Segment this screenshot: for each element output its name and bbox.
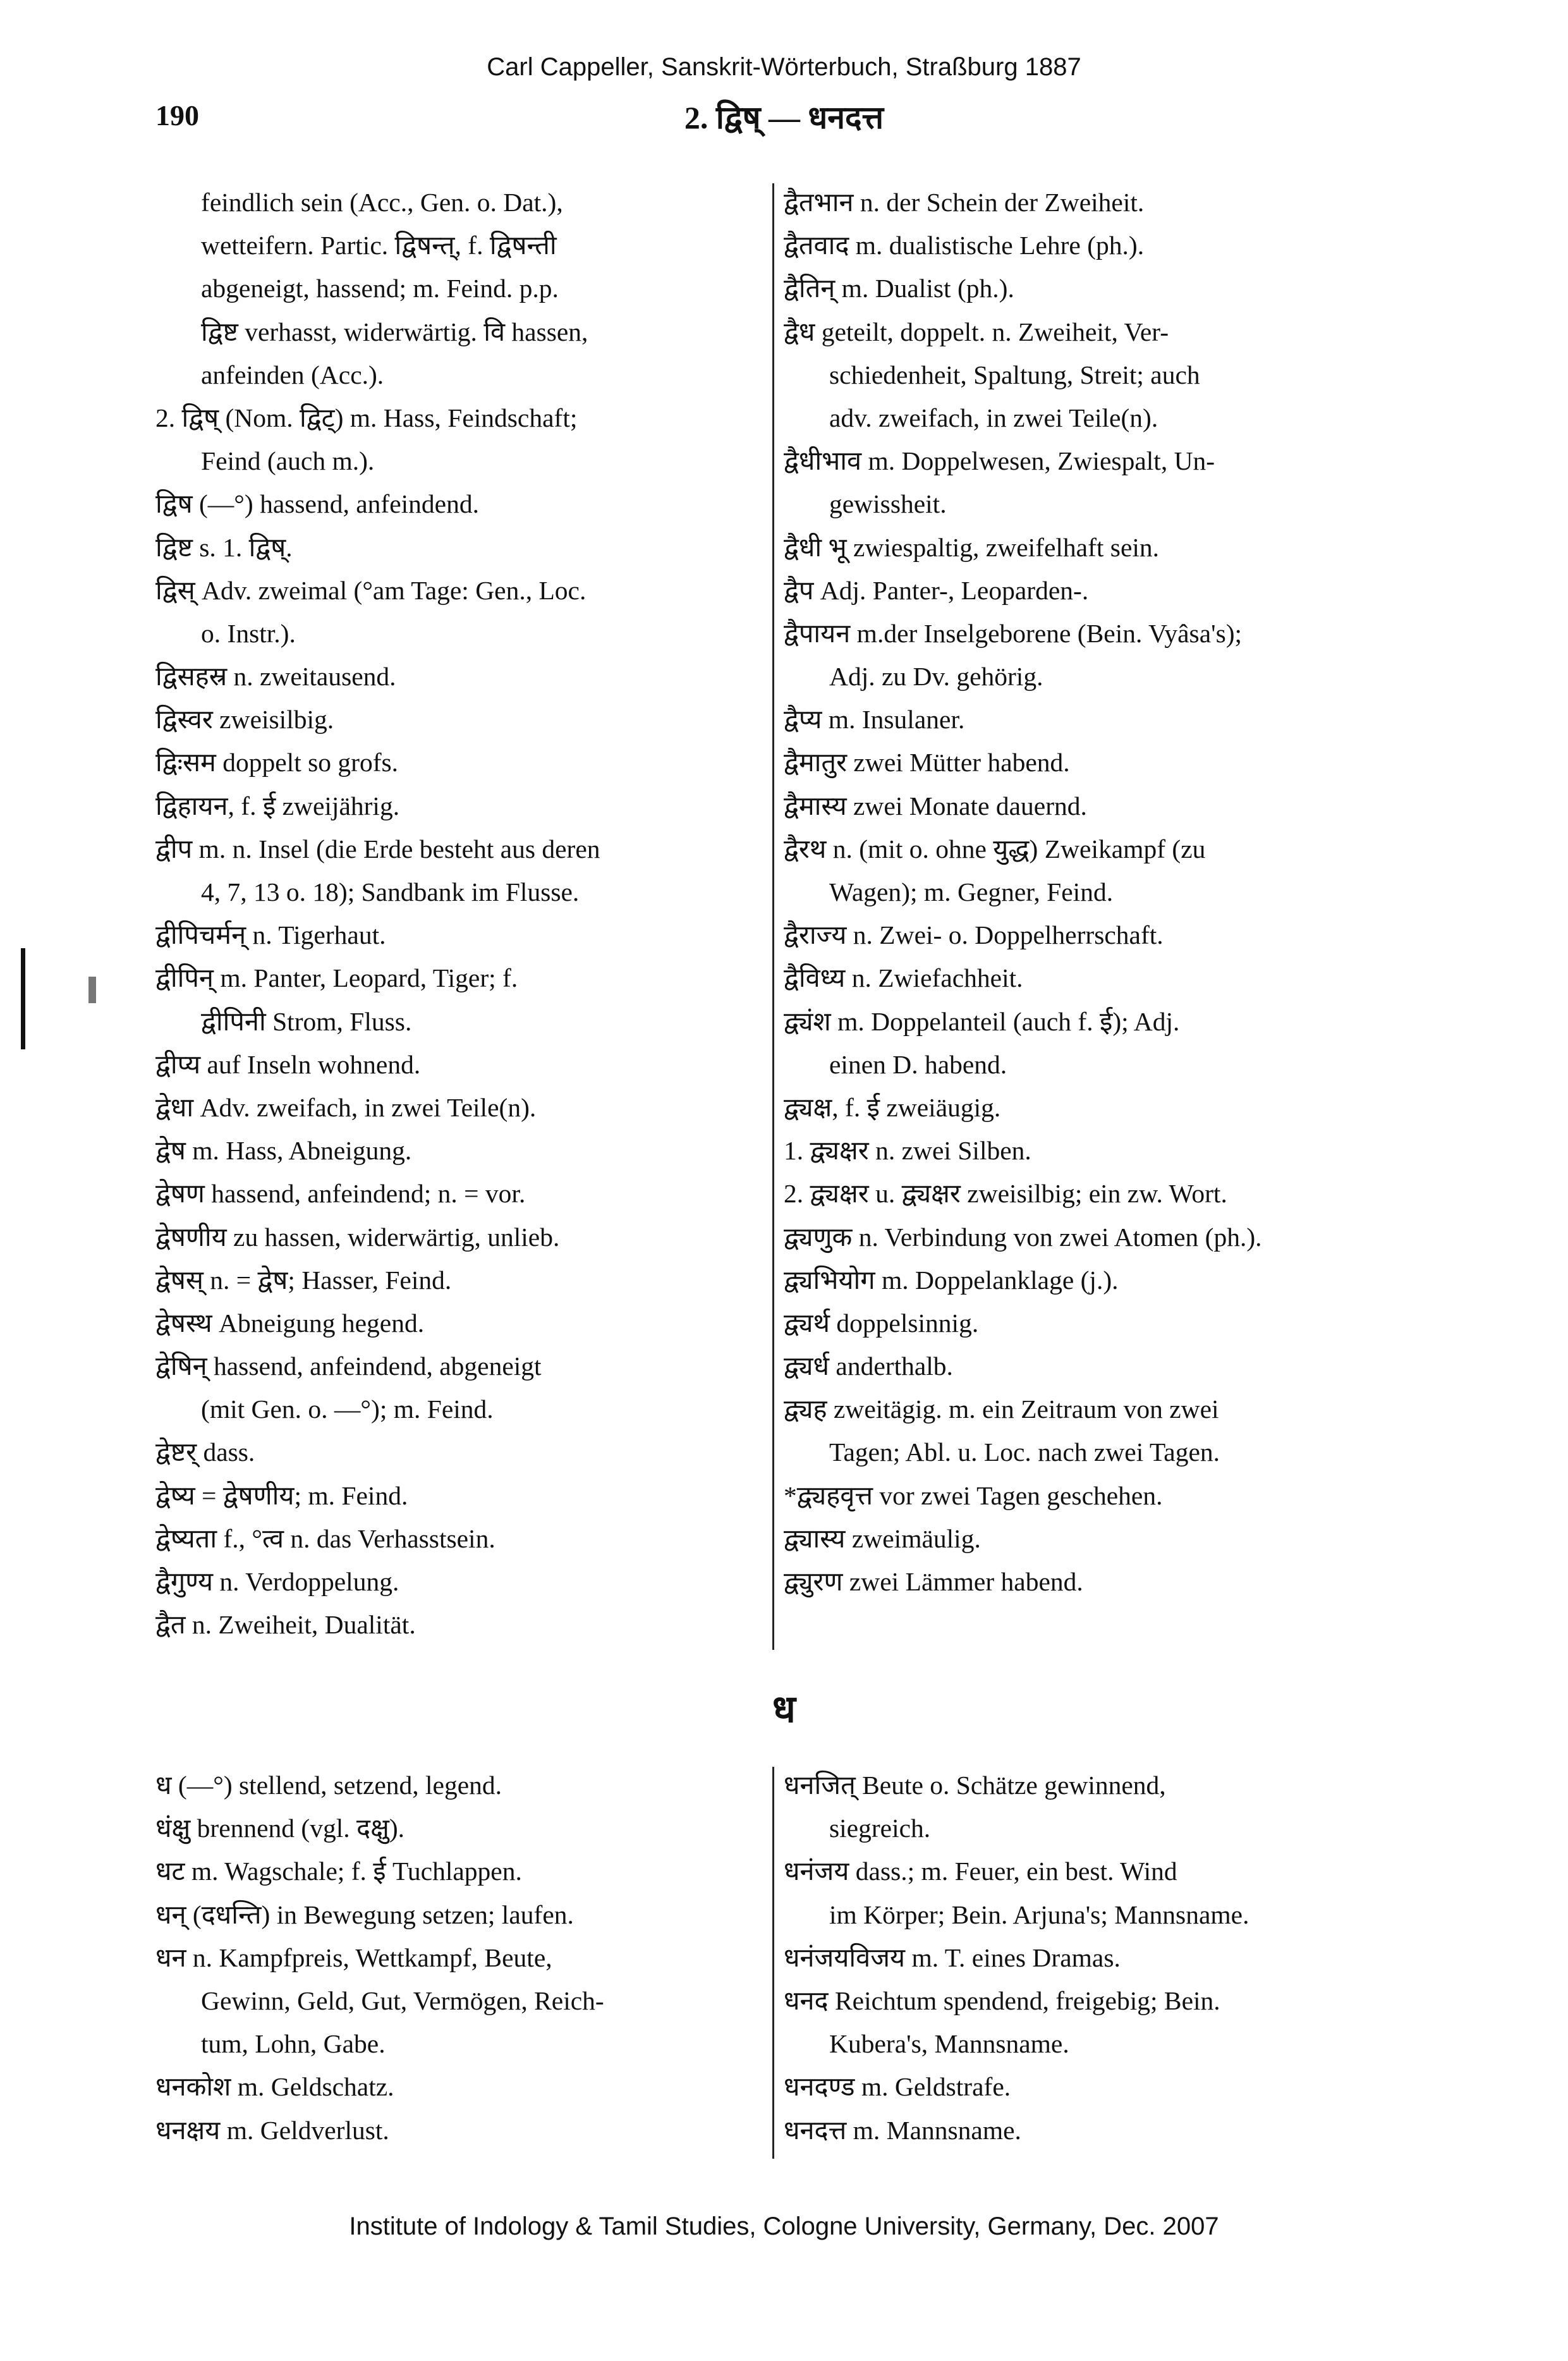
dictionary-line: द्विस् Adv. zweimal (°am Tage: Gen., Loc. [155,575,586,605]
dictionary-line: द्वेषस् n. = द्वेष; Hasser, Feind. [155,1265,452,1295]
dictionary-line: gewissheit. [829,489,947,519]
dictionary-line: द्वेषणीय zu hassen, widerwärtig, unlieb. [155,1222,560,1252]
dictionary-line: द्वैधीभाव m. Doppelwesen, Zwiespalt, Un- [784,446,1215,476]
dictionary-line: द्विष्ट s. 1. द्विष्. [155,532,293,562]
dictionary-line: द्व्यर्ध anderthalb. [784,1351,953,1381]
dictionary-line: द्विःसम doppelt so grofs. [155,748,399,778]
dictionary-line: द्वेष्यता f., °त्व n. das Verhasstsein. [155,1523,495,1553]
dictionary-line: द्वैधी भू zwiespaltig, zweifelhaft sein. [784,532,1160,562]
dictionary-line: द्व्युरण zwei Lämmer habend. [784,1567,1083,1596]
margin-scan-mark [21,948,25,1049]
dictionary-line: Kubera's, Mannsname. [829,2029,1069,2059]
dictionary-line: द्वैतवाद m. dualistische Lehre (ph.). [784,231,1145,260]
dictionary-line: o. Instr.). [201,618,296,648]
column-upper-left [155,181,766,1646]
dictionary-line: धनदत्त m. Mannsname. [784,2115,1021,2145]
dictionary-line: द्विस्वर zweisilbig. [155,705,334,735]
dictionary-line: द्विसहस्र n. zweitausend. [155,662,396,692]
section-letter: ध [772,1688,796,1730]
dictionary-line: adv. zweifach, in zwei Teile(n). [829,403,1158,432]
dictionary-line: द्वीपिनी Strom, Fluss. [201,1006,412,1036]
dictionary-line: द्वैप Adj. Panter-, Leoparden-. [784,575,1089,605]
dictionary-line: द्विहायन, f. ई zweijährig. [155,791,400,821]
dictionary-line: द्वैविध्य n. Zwiefachheit. [784,963,1023,993]
dictionary-line: द्वेषिन् hassend, anfeindend, abgeneigt [155,1351,542,1381]
dictionary-line: Gewinn, Geld, Gut, Vermögen, Reich- [201,1986,604,2015]
dictionary-line: द्वैत n. Zweiheit, Dualität. [155,1610,416,1640]
dictionary-line: tum, Lohn, Gabe. [201,2029,386,2059]
dictionary-line: द्वेष्य = द्वेषणीय; m. Feind. [155,1480,408,1510]
dictionary-line: धट m. Wagschale; f. ई Tuchlappen. [155,1857,522,1886]
dictionary-line: *द्व्यहवृत्त vor zwei Tagen geschehen. [784,1480,1163,1510]
dictionary-line: द्विष्ट verhasst, widerwärtig. वि hassen, [201,317,588,346]
dictionary-line: धनजित् Beute o. Schätze gewinnend, [784,1771,1166,1800]
dictionary-line: धंक्षु brennend (vgl. दक्षु). [155,1814,405,1843]
dictionary-line: द्वैतभान n. der Schein der Zweiheit. [784,188,1145,217]
dictionary-line: द्वैराज्य n. Zwei- o. Doppelherrschaft. [784,920,1164,950]
dictionary-line: Feind (auch m.). [201,446,375,476]
column-lower-right [784,1764,1416,2152]
dictionary-line: द्व्यक्ष, f. ई zweiäugig. [784,1092,1001,1122]
dictionary-line: द्वीप m. n. Insel (die Erde besteht aus deren [155,834,600,863]
dictionary-line: द्वीप्य auf Inseln wohnend. [155,1049,421,1079]
dictionary-line: धन n. Kampfpreis, Wettkampf, Beute, [155,1943,552,1972]
column-divider-upper [772,183,774,1650]
dictionary-line: abgeneigt, hassend; m. Feind. p.p. [201,274,559,303]
dictionary-line: द्वेषण hassend, anfeindend; n. = vor. [155,1179,526,1209]
dictionary-line: धनंजय dass.; m. Feuer, ein best. Wind [784,1857,1177,1886]
dictionary-line: siegreich. [829,1814,931,1843]
dictionary-line: anfeinden (Acc.). [201,360,384,389]
dictionary-line: द्वीपिचर्मन् n. Tigerhaut. [155,920,386,950]
dictionary-line: द्व्यर्थ doppelsinnig. [784,1308,979,1338]
dictionary-line: द्वेष m. Hass, Abneigung. [155,1136,412,1166]
dictionary-line: द्वेधा Adv. zweifach, in zwei Teile(n). [155,1092,537,1122]
dictionary-line: Wagen); m. Gegner, Feind. [829,877,1114,906]
dictionary-line: द्व्यंश m. Doppelanteil (auch f. ई); Adj. [784,1006,1180,1036]
dictionary-line: द्वैध geteilt, doppelt. n. Zweiheit, Ver- [784,317,1169,346]
dictionary-line: द्वैमातुर zwei Mütter habend. [784,748,1070,778]
dictionary-line: schiedenheit, Spaltung, Streit; auch [829,360,1200,389]
institute-credit: Institute of Indology & Tamil Studies, Cologne University, Germany, Dec. 2007 [349,2212,1219,2240]
dictionary-line: द्वेषस्थ Abneigung hegend. [155,1308,425,1338]
dictionary-line: wetteifern. Partic. द्विषन्त्, f. द्विषन्ती [201,231,557,260]
dictionary-line: द्वैगुण्य n. Verdoppelung. [155,1567,399,1596]
dictionary-line: 4, 7, 13 o. 18); Sandbank im Flusse. [201,877,580,906]
dictionary-line: einen D. habend. [829,1049,1007,1079]
dictionary-line: धनकोश m. Geldschatz. [155,2072,394,2102]
column-lower-left [155,1764,766,2152]
digitization-credit: Carl Cappeller, Sanskrit-Wörterbuch, Straßburg 1887 [487,53,1081,81]
dictionary-line: धनक्षय m. Geldverlust. [155,2115,389,2145]
dictionary-line: द्विष (—°) hassend, anfeindend. [155,489,479,519]
column-upper-right [784,181,1416,1603]
dictionary-line: ध (—°) stellend, setzend, legend. [155,1771,502,1800]
dictionary-line: द्वीपिन् m. Panter, Leopard, Tiger; f. [155,963,518,993]
dictionary-line: धनदण्ड m. Geldstrafe. [784,2072,1011,2102]
column-divider-lower [772,1767,774,2159]
dictionary-line: द्वैपायन m.der Inselgeborene (Bein. Vyâsa's); [784,618,1243,648]
dictionary-line: 2. द्विष् (Nom. द्विट्) m. Hass, Feindschaft; [155,403,578,432]
dictionary-line: द्व्यह zweitägig. m. ein Zeitraum von zwei [784,1394,1219,1424]
dictionary-line: im Körper; Bein. Arjuna's; Mannsname. [829,1900,1249,1929]
dictionary-line: धनंजयविजय m. T. eines Dramas. [784,1943,1121,1972]
dictionary-line: द्वैमास्य zwei Monate dauernd. [784,791,1087,821]
dictionary-line: धनद Reichtum spendend, freigebig; Bein. [784,1986,1220,2015]
dictionary-line: द्वैरथ n. (mit o. ohne युद्ध) Zweikampf (zu [784,834,1206,863]
dictionary-line: द्व्यभियोग m. Doppelanklage (j.). [784,1265,1119,1295]
dictionary-line: धन् (दधन्ति) in Bewegung setzen; laufen. [155,1900,574,1929]
dictionary-line: द्वैतिन् m. Dualist (ph.). [784,274,1014,303]
dictionary-line: द्वैप्य m. Insulaner. [784,705,965,735]
running-head: 2. द्विष् — धनदत्त [684,100,884,135]
dictionary-line: Adj. zu Dv. gehörig. [829,662,1043,692]
dictionary-line: 2. द्व्यक्षर u. द्व्यक्षर zweisilbig; ein zw. Wort. [784,1179,1227,1209]
dictionary-line: द्व्यास्य zweimäulig. [784,1523,981,1553]
dictionary-line: Tagen; Abl. u. Loc. nach zwei Tagen. [829,1437,1220,1467]
dictionary-line: द्व्यणुक n. Verbindung von zwei Atomen (ph.). [784,1222,1262,1252]
dictionary-line: feindlich sein (Acc., Gen. o. Dat.), [201,188,563,217]
margin-handwritten-mark [88,977,96,1003]
page-number: 190 [155,99,199,131]
dictionary-line: (mit Gen. o. —°); m. Feind. [201,1394,494,1424]
dictionary-line: 1. द्व्यक्षर n. zwei Silben. [784,1136,1031,1166]
dictionary-line: द्वेष्टर् dass. [155,1437,255,1467]
